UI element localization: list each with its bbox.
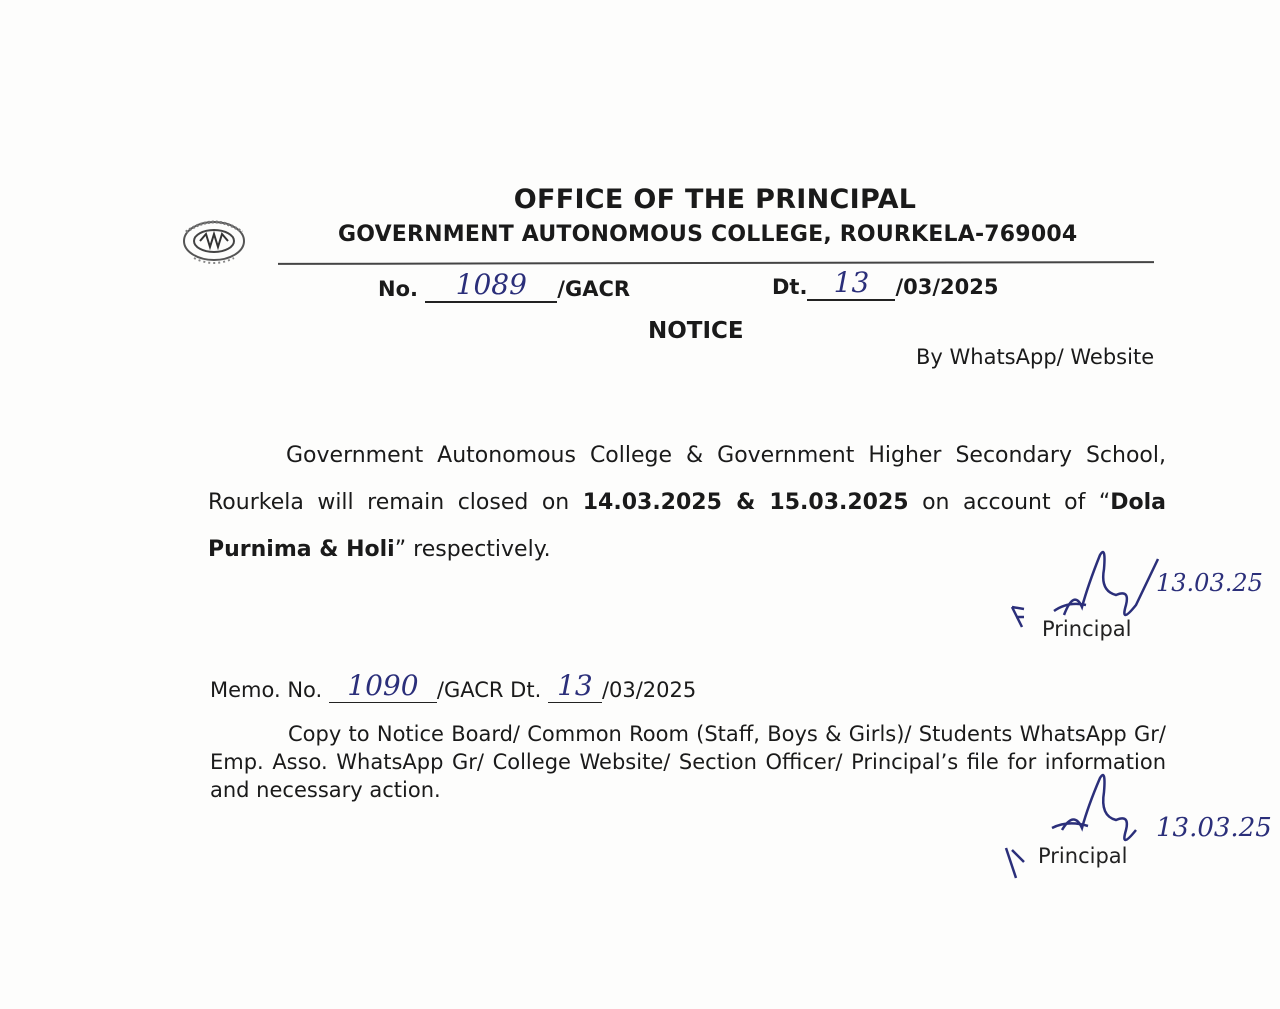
memo-no-value: 1090 xyxy=(347,669,419,702)
body-text-3: respectively. xyxy=(406,537,551,562)
signature-2-label: Principal xyxy=(1038,844,1128,868)
quote-open: “ xyxy=(1098,490,1111,515)
office-title: OFFICE OF THE PRINCIPAL xyxy=(513,184,917,215)
signature-1-label: Principal xyxy=(1042,617,1132,641)
reference-no-blank xyxy=(425,268,557,303)
occasion-name: Dola Purnima & Holi xyxy=(208,490,1166,562)
memo-date-blank xyxy=(548,669,602,703)
reference-no-value: 1089 xyxy=(455,268,527,301)
principal-signature-1 xyxy=(1008,545,1268,645)
memo-reference xyxy=(210,669,697,703)
body-text-2: on account of xyxy=(908,490,1099,515)
memo-date-suffix: /03/2025 xyxy=(601,678,697,702)
signature-2-date: 13.03.25 xyxy=(1156,813,1272,843)
delivery-mode: By WhatsApp/ Website xyxy=(916,345,1155,369)
memo-date-day: 13 xyxy=(557,669,593,702)
memo-suffix: /GACR Dt. xyxy=(436,678,542,702)
reference-number xyxy=(378,268,631,303)
reference-date-blank xyxy=(807,266,895,301)
memo-no-blank xyxy=(329,669,437,703)
reference-date-label: Dt. xyxy=(772,275,808,299)
body-text-1: Government Autonomous College & Government Higher Secondary School, Rourkela will remain closed on xyxy=(208,443,1166,515)
institution-name: GOVERNMENT AUTONOMOUS COLLEGE, ROURKELA-769004 xyxy=(338,222,1078,247)
memo-label: Memo. No. xyxy=(210,678,323,702)
reference-date-suffix: /03/2025 xyxy=(895,275,999,299)
reference-no-label: No. xyxy=(378,277,418,301)
signature-1-date: 13.03.25 xyxy=(1156,569,1263,597)
reference-date-day: 13 xyxy=(833,266,870,299)
college-emblem-icon xyxy=(176,214,252,266)
notice-title: NOTICE xyxy=(648,318,744,344)
reference-no-suffix: /GACR xyxy=(557,277,631,301)
quote-close: ” xyxy=(394,537,407,562)
principal-signature-2 xyxy=(1002,770,1272,880)
closure-dates: 14.03.2025 & 15.03.2025 xyxy=(582,490,909,515)
reference-date xyxy=(772,266,999,301)
memo-body: Copy to Notice Board/ Common Room (Staff, Boys & Girls)/ Students WhatsApp Gr/ Emp. Asso. WhatsApp Gr/ College Website/ Section Officer/ Principal’s file for information and necessary action. xyxy=(210,722,1166,802)
header-divider xyxy=(278,261,1154,265)
